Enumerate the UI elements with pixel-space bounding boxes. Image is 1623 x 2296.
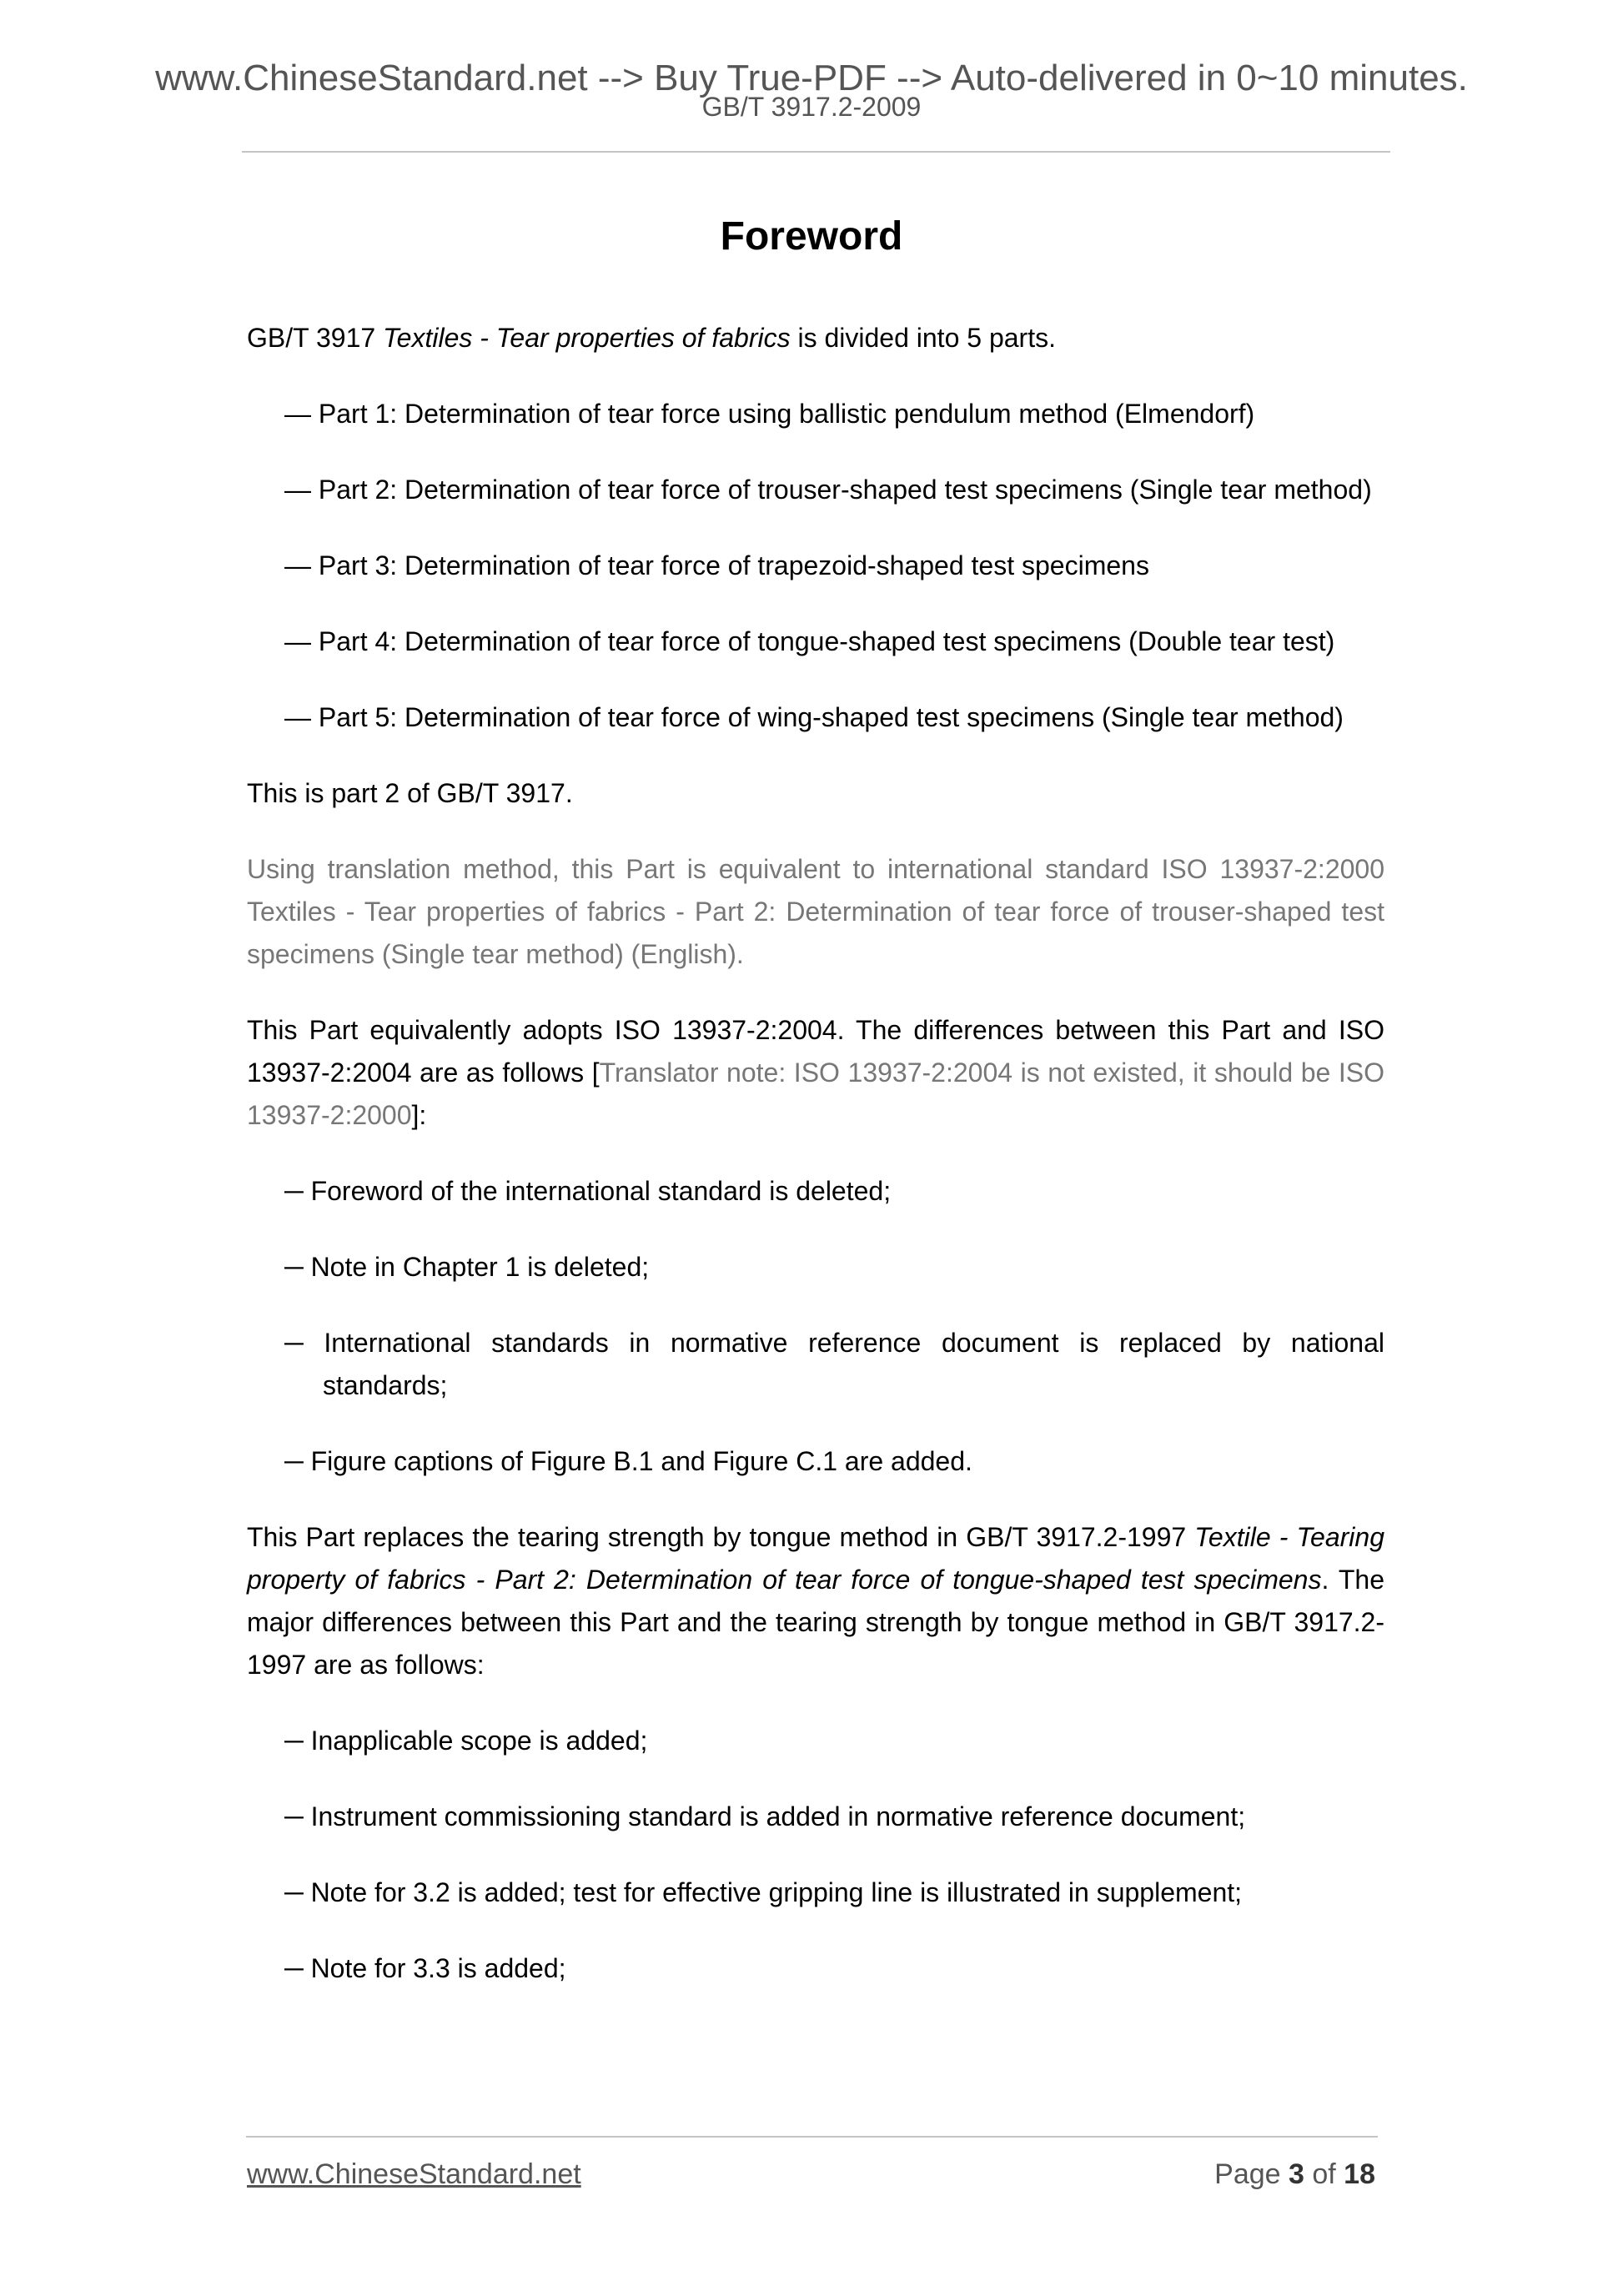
list-item-major-difference: ─ Note for 3.2 is added; test for effective gripping line is illustrated in supplement; [284, 1877, 1243, 1907]
list-item-part-2: — Part 2: Determination of tear force of trouser-shaped test specimens (Single tear method) [284, 475, 1372, 505]
intro-paragraph: GB/T 3917 Textiles - Tear properties of fabrics is divided into 5 parts. [247, 323, 1056, 353]
document-body [247, 317, 1384, 2023]
page-title: Foreword [720, 214, 903, 259]
list-item-difference: ─ Figure captions of Figure B.1 and Figure C.1 are added. [284, 1446, 972, 1476]
footer-divider [246, 2136, 1378, 2138]
part-statement: This is part 2 of GB/T 3917. [247, 778, 573, 808]
standard-code: GB/T 3917.2-2009 [701, 92, 922, 122]
page-indicator: Page 3 of 18 [1214, 2158, 1375, 2190]
page-total: 18 [1344, 2158, 1375, 2190]
list-item-part-5: — Part 5: Determination of tear force of wing-shaped test specimens (Single tear method) [284, 702, 1344, 732]
adoption-paragraph: This Part equivalently adopts ISO 13937-2:2004. The differences between this Part and ISO 13937-2:2004 are as follows [Translator note: ISO 13937-2:2004 is not existed, it should be ISO 13937-2:2000]: [247, 1015, 1385, 1130]
list-item-major-difference: ─ Inapplicable scope is added; [284, 1726, 648, 1756]
list-item-part-1: — Part 1: Determination of tear force using ballistic pendulum method (Elmendorf) [284, 399, 1255, 429]
list-item-part-3: — Part 3: Determination of tear force of trapezoid-shaped test specimens [284, 550, 1149, 580]
replacement-paragraph: This Part replaces the tearing strength by tongue method in GB/T 3917.2-1997 Textile - Tearing property of fabrics - Part 2: Determination of tear force of tongue-shaped test specimens. The major differences between this Part and the tearing strength by tongue method in GB/T 3917.2-1997 are as follows: [247, 1522, 1385, 1680]
list-item-part-4: — Part 4: Determination of tear force of tongue-shaped test specimens (Double tear test) [284, 626, 1335, 656]
translator-note: Translator note: ISO 13937-2:2004 is not existed, it should be ISO 13937-2:2000 [247, 1058, 1385, 1130]
page-number: 3 [1289, 2158, 1304, 2190]
list-item-difference: ─ International standards in normative reference document is replaced by national standards; [284, 1328, 1384, 1400]
list-item-difference: ─ Foreword of the international standard is deleted; [284, 1176, 892, 1206]
header-divider [242, 151, 1390, 153]
list-item-major-difference: ─ Instrument commissioning standard is added in normative reference document; [284, 1801, 1246, 1831]
list-item-difference: ─ Note in Chapter 1 is deleted; [284, 1252, 650, 1282]
translation-statement: Using translation method, this Part is equivalent to international standard ISO 13937-2:2000 Textiles - Tear properties of fabrics - Part 2: Determination of tear force of trouser-shaped test specimens (Single tear method) (English). [247, 854, 1384, 969]
footer-site-link[interactable]: www.ChineseStandard.net [247, 2158, 581, 2190]
list-item-major-difference: ─ Note for 3.3 is added; [284, 1953, 566, 1983]
site-banner: www.ChineseStandard.net --> Buy True-PDF --> Auto-delivered in 0~10 minutes. [155, 58, 1468, 98]
